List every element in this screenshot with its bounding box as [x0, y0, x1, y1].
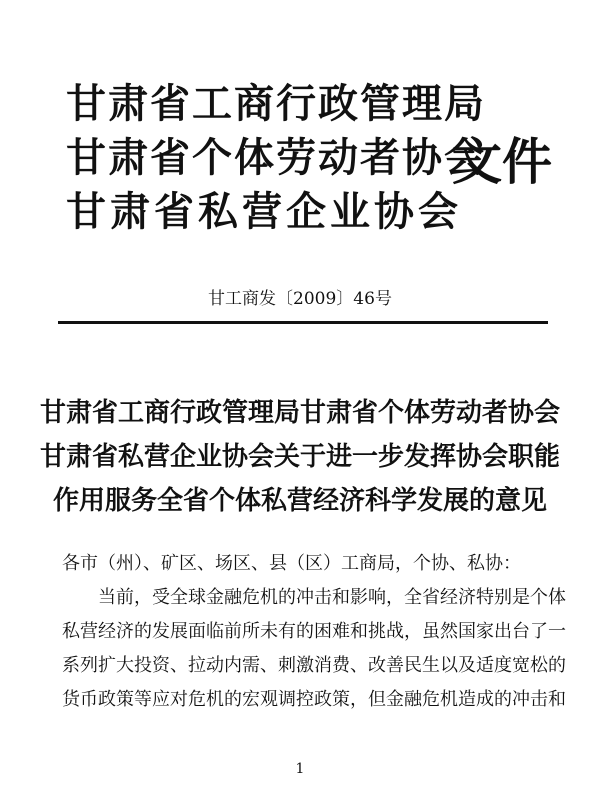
document-type-label: 文件: [452, 132, 552, 191]
body-text-line: 系列扩大投资、拉动内需、刺激消费、改善民生以及适度宽松的: [62, 655, 566, 676]
page-number: 1: [295, 761, 305, 777]
body-text-line: 当前，受全球金融危机的冲击和影响，全省经济特别是个体: [98, 587, 566, 608]
document-title-line: 作用服务全省个体私营经济科学发展的意见: [52, 486, 547, 516]
document-title-line: 甘肃省工商行政管理局甘肃省个体劳动者协会: [39, 398, 560, 428]
issuer-name: 甘肃省工商行政管理局: [66, 80, 486, 127]
addressee-line: 各市（州）、矿区、场区、县（区）工商局，个协、私协：: [62, 553, 521, 574]
document-title-line: 甘肃省私营企业协会关于进一步发挥协会职能: [39, 442, 560, 472]
issuer-name: 甘肃省私营企业协会: [66, 188, 462, 235]
header-divider: [58, 321, 548, 324]
body-text-line: 私营经济的发展面临前所未有的困难和挑战，虽然国家出台了一: [62, 621, 566, 642]
body-text-line: 货币政策等应对危机的宏观调控政策，但金融危机造成的冲击和: [62, 689, 566, 710]
issuer-name: 甘肃省个体劳动者协会: [66, 134, 486, 181]
document-number: 甘工商发〔2009〕46号: [208, 289, 392, 309]
